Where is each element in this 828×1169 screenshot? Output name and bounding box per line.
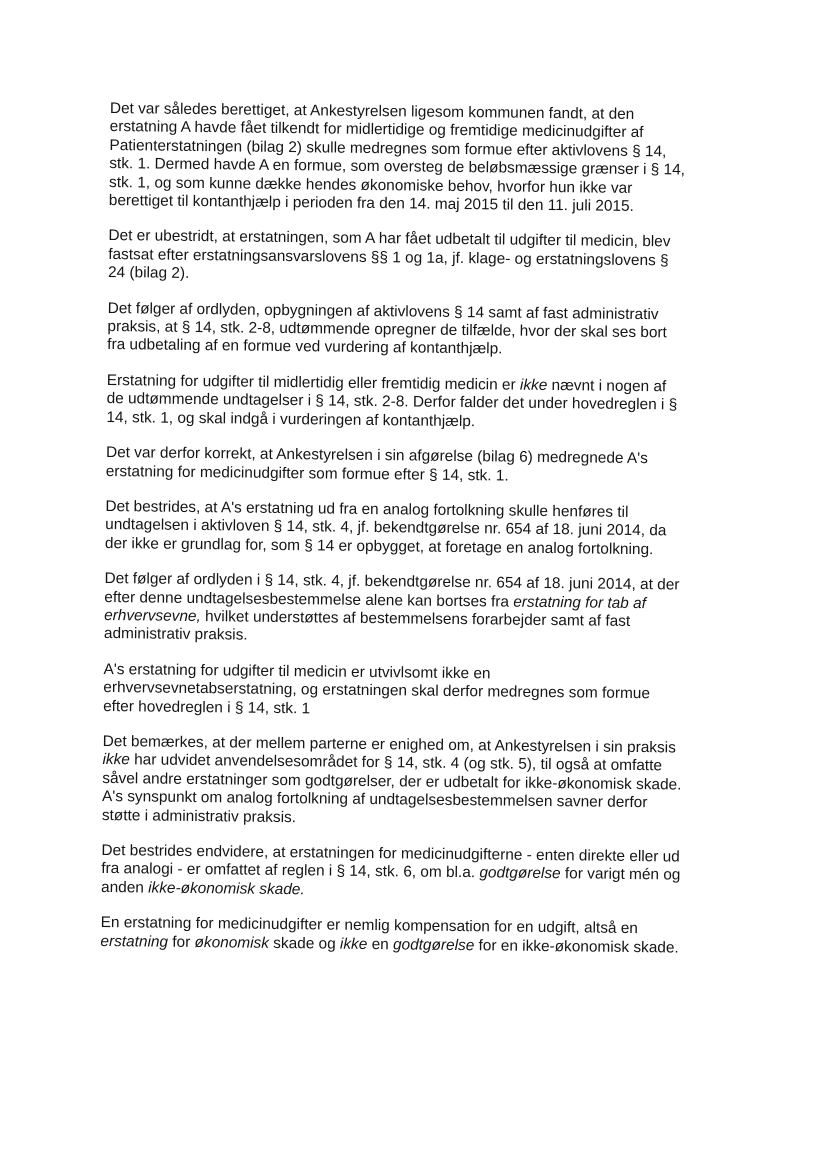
text-run: Det bestrides endvidere, at erstatningen for medicinudgifterne - enten direkte eller ud fra analogi - er omfattet af reglen i § 14, stk. 6, om bl.a.: [101, 841, 680, 882]
text-run: hvilket understøttes af bestemmelsens forarbejder samt af fast administrativ praksis.: [103, 608, 631, 644]
text-run: for varigt mén og anden: [100, 865, 681, 897]
text-run: Det bestrides, at A's erstatning ud fra en analog fortolkning skulle henføres til undtagelsen i aktivloven § 14, stk. 4, jf. bekendtgørelse nr. 654 af 18. juni 2014, da der ikke er grundlag for, som § 14 er opbygget, at foretage en analog fortolkning.: [104, 497, 667, 558]
emphasized-text: økonomisk: [194, 933, 270, 952]
emphasized-text: ikke: [519, 376, 548, 394]
paragraph: [105, 498, 686, 560]
text-run: A's erstatning for udgifter til medicin er utvivlsomt ikke en erhvervsevnetabserstatning, og erstatningen skal derfor medregnes som formue efter hovedreglen i § 14, stk. 1: [103, 660, 651, 717]
emphasized-text: ikke-økonomisk skade.: [148, 879, 305, 899]
text-run: Det følger af ordlyden i § 14, stk. 4, jf. bekendtgørelse nr. 654 af 18. juni 2014, at der efter denne undtagelsesbestemmelse alene kan bortses fra: [104, 570, 680, 611]
text-run: Det var således berettiget, at Ankestyrelsen ligesom kommunen fandt, at den erstatning A havde fået tilkendt for midlertidige og fremtidige medicinudgifter af Patienterstatningen (bilag 2) skulle medregnes som formue efter aktivlovens § 14, stk. 1. Dermed havde A en formue, som oversteg de beløbsmæssige grænser i § 14, stk. 1, og som kunne dække hendes økonomiske behov, hvorfor hun ikke var berettiget til kontanthjælp i perioden fra den 14. maj 2015 til den 11. juli 2015.: [108, 100, 686, 215]
paragraph: [106, 372, 687, 434]
text-run: En erstatning for medicinudgifter er nemlig kompensation for en udgift, altså en: [100, 914, 638, 938]
text-run: for: [167, 933, 195, 951]
paragraph: [109, 100, 690, 217]
paragraph: [100, 914, 680, 957]
text-run: har udvidet anvendelsesområdet for § 14, stk. 4 (og stk. 5), til også at omfatte såvel andre erstatninger som godtgørelser, der er udbetalt for ikke-økonomisk skade. A's synspunkt om analog fortolkning af undtagelsesbestemmelsen savner derfor støtte i administrativ praksis.: [101, 751, 682, 826]
document-body: [100, 100, 690, 975]
text-run: Det var derfor korrekt, at Ankestyrelsen i sin afgørelse (bilag 6) medregnede A's erstatning for medicinudgifter som formue efter § 14, stk. 1.: [105, 444, 648, 485]
emphasized-text: ikke: [339, 935, 368, 953]
paragraph: [104, 570, 685, 650]
text-run: Erstatning for udgifter til midlertidig eller fremtidig medicin er: [106, 371, 521, 394]
paragraph: [107, 300, 688, 362]
text-run: en: [367, 935, 394, 953]
paragraph: [103, 661, 684, 723]
paragraph: [102, 733, 683, 832]
text-run: for en ikke-økonomisk skade.: [474, 936, 679, 957]
paragraph: [101, 842, 682, 904]
emphasized-text: erstatning: [100, 932, 169, 951]
text-run: nævnt i nogen af de udtømmende undtagelser i § 14, stk. 2-8. Derfor falder det under hovedreglen i § 14, stk. 1, og skal indgå i vurderingen af kontanthjælp.: [106, 376, 678, 430]
emphasized-text: godtgørelse: [479, 864, 561, 883]
text-run: Det er ubestridt, at erstatningen, som A har fået udbetalt til udgifter til medicin, blev fastsat efter erstatningsansvarslovens §§ 1 og 1a, jf. klage- og erstatningslovens § 24 (bilag 2).: [107, 227, 671, 283]
emphasized-text: godtgørelse: [392, 935, 475, 954]
paragraph: [108, 227, 689, 289]
text-run: Det bemærkes, at der mellem parterne er enighed om, at Ankestyrelsen i sin praksis: [102, 732, 676, 757]
paragraph: [106, 444, 686, 487]
emphasized-text: ikke: [102, 751, 130, 769]
text-run: skade og: [268, 934, 341, 953]
text-run: Det følger af ordlyden, opbygningen af aktivlovens § 14 samt af fast administrativ praksis, at § 14, stk. 2-8, udtømmende opregner de tilfælde, hvor der skal ses bort fra udbetaling af en formue ved vurdering af kontanthjælp.: [107, 299, 667, 358]
emphasized-text: erstatning for tab af erhvervsevne,: [104, 593, 647, 626]
